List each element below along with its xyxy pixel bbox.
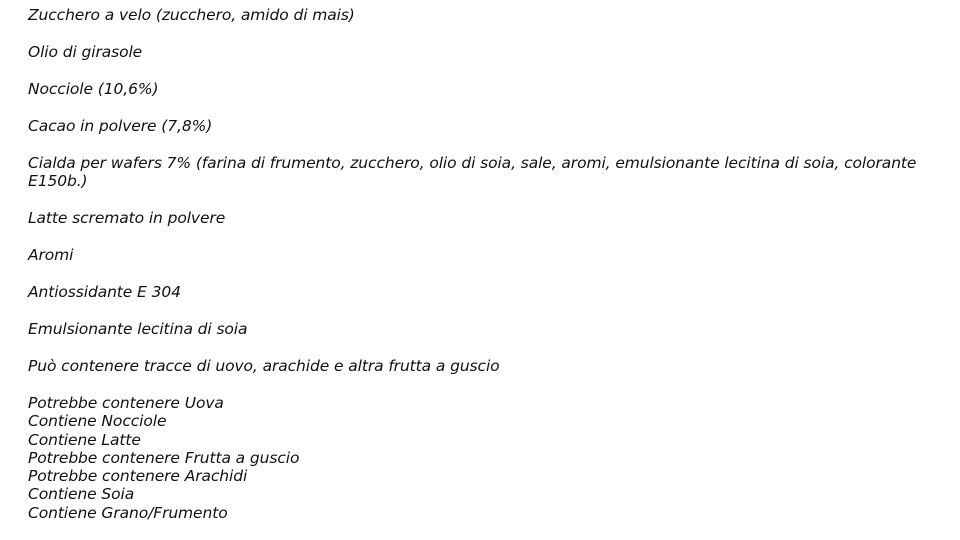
ingredient-line: Può contenere tracce di uovo, arachide e altra frutta a guscio (28, 357, 500, 375)
ingredient-line: Latte scremato in polvere (28, 209, 226, 227)
allergen-line: Contiene Nocciole (28, 412, 167, 431)
allergen-line: Potrebbe contenere Frutta a guscio (28, 448, 300, 467)
ingredient-line: Cacao in polvere (7,8%) (28, 117, 213, 135)
allergen-line: Potrebbe contenere Arachidi (28, 467, 248, 486)
ingredient-line: Aromi (28, 246, 74, 264)
allergen-line: Contiene Latte (28, 430, 141, 449)
ingredient-line: Zucchero a velo (zucchero, amido di mais) (28, 6, 355, 24)
allergen-list (28, 394, 938, 522)
allergen-line: Contiene Grano/Frumento (28, 503, 228, 522)
ingredient-line: Olio di girasole (28, 43, 143, 61)
ingredient-line: Antiossidante E 304 (28, 283, 181, 301)
allergen-line: Contiene Soia (28, 485, 135, 504)
ingredient-line: Emulsionante lecitina di soia (28, 320, 248, 338)
ingredient-line: Cialda per wafers 7% (farina di frumento, zucchero, olio di soia, sale, aromi, emulsionante lecitina di soia, colorante E150b.) (28, 154, 917, 190)
allergen-line: Potrebbe contenere Uova (28, 394, 224, 412)
ingredients-document (28, 6, 938, 522)
ingredient-line: Nocciole (10,6%) (28, 80, 159, 98)
